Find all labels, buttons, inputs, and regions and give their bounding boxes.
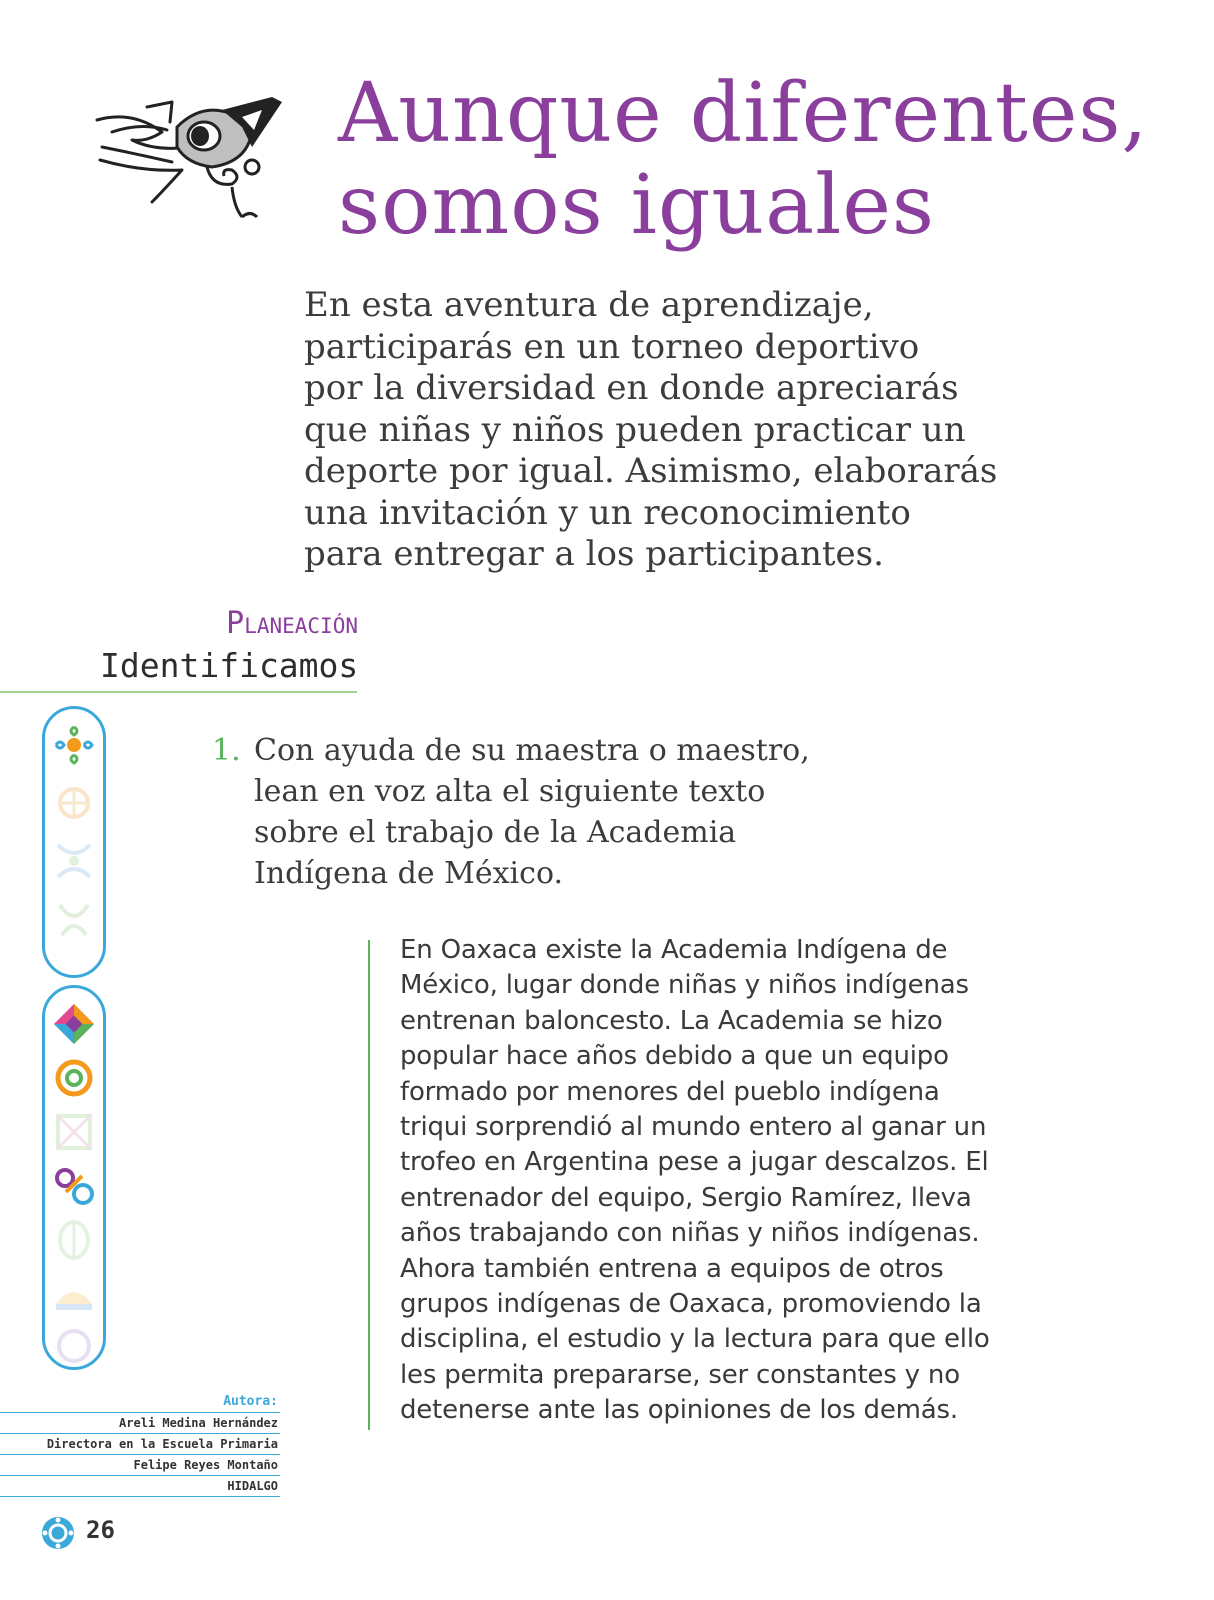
intro-line: una invitación y un reconocimiento (304, 492, 911, 533)
credits-line: Directora en la Escuela Primaria (0, 1434, 280, 1455)
reading-line: México, lugar donde niñas y niños indígenas (400, 970, 969, 1001)
faded-circle-icon (52, 1324, 96, 1368)
section-heading: Identificamos (100, 646, 359, 685)
step-line: Con ayuda de su maestra o maestro, (254, 733, 810, 768)
intro-line: deporte por igual. Asimismo, elaborarás (304, 451, 998, 491)
intro-paragraph (304, 285, 1024, 576)
intro-line: por la diversidad en donde apreciarás (304, 368, 959, 408)
reading-line: grupos indígenas de Oaxaca, promoviendo la (400, 1289, 982, 1320)
credits-line: Areli Medina Hernández (0, 1412, 280, 1434)
faded-mound-icon (52, 1272, 96, 1316)
step-line: sobre el trabajo de la Academia (254, 815, 737, 850)
title-line-1: Aunque diferentes, (338, 66, 1149, 161)
faded-icon-3 (52, 897, 96, 941)
step-line: lean en voz alta el siguiente texto (254, 774, 766, 809)
intro-line: que niñas y niños pueden practicar un (304, 409, 966, 450)
page-badge-icon (40, 1515, 76, 1551)
author-credits (0, 1392, 280, 1497)
campus-colored-icon (52, 723, 96, 767)
faded-icon-2 (52, 839, 96, 883)
step-text (254, 730, 854, 894)
credits-label: Autora: (223, 1394, 278, 1409)
faded-icon-1 (52, 781, 96, 825)
reading-line: popular hace años debido a que un equipo (400, 1041, 949, 1072)
reading-line: triqui sorprendió al mundo entero al ganar un (400, 1112, 987, 1143)
section-label: Planeación (226, 606, 358, 641)
reading-bar (368, 940, 370, 1430)
intro-line: En esta aventura de aprendizaje, (304, 285, 874, 325)
mythic-creature-icon (92, 92, 287, 227)
reading-line: les permita prepararse, ser constantes y no (400, 1359, 960, 1390)
section-divider (0, 691, 357, 693)
faded-square-icon (52, 1110, 96, 1154)
reading-line: trofeo en Argentina pese a jugar descalzos. El (400, 1147, 989, 1178)
reading-line: Ahora también entrena a equipos de otros (400, 1253, 944, 1284)
reading-passage (400, 933, 1190, 1429)
reading-line: En Oaxaca existe la Academia Indígena de (400, 935, 948, 965)
credits-line: HIDALGO (0, 1476, 280, 1497)
reading-line: años trabajando con niñas y niños indígenas. (400, 1218, 980, 1249)
step-number: 1. (212, 733, 241, 768)
link-icon (52, 1164, 96, 1208)
intro-line: participarás en un torneo deportivo (304, 326, 920, 367)
reading-line: detenerse ante las opiniones de los demás. (400, 1395, 958, 1426)
reading-line: entrenador del equipo, Sergio Ramírez, lleva (400, 1182, 972, 1213)
page-title (338, 68, 1198, 252)
ring-icon (52, 1056, 96, 1100)
credits-line: Felipe Reyes Montaño (0, 1455, 280, 1476)
step-line: Indígena de México. (254, 856, 564, 891)
reading-line: disciplina, el estudio y la lectura para que ello (400, 1324, 990, 1355)
reading-line: entrenan baloncesto. La Academia se hizo (400, 1005, 943, 1036)
intro-line: para entregar a los participantes. (304, 534, 884, 574)
page-number: 26 (86, 1516, 115, 1544)
icon-strip-top (42, 706, 106, 978)
reading-line: formado por menores del pueblo indígena (400, 1076, 940, 1107)
title-line-2: somos iguales (338, 158, 935, 253)
faded-leaf-icon (52, 1218, 96, 1262)
diamond-icon (52, 1002, 96, 1046)
icon-strip-bottom (42, 985, 106, 1370)
